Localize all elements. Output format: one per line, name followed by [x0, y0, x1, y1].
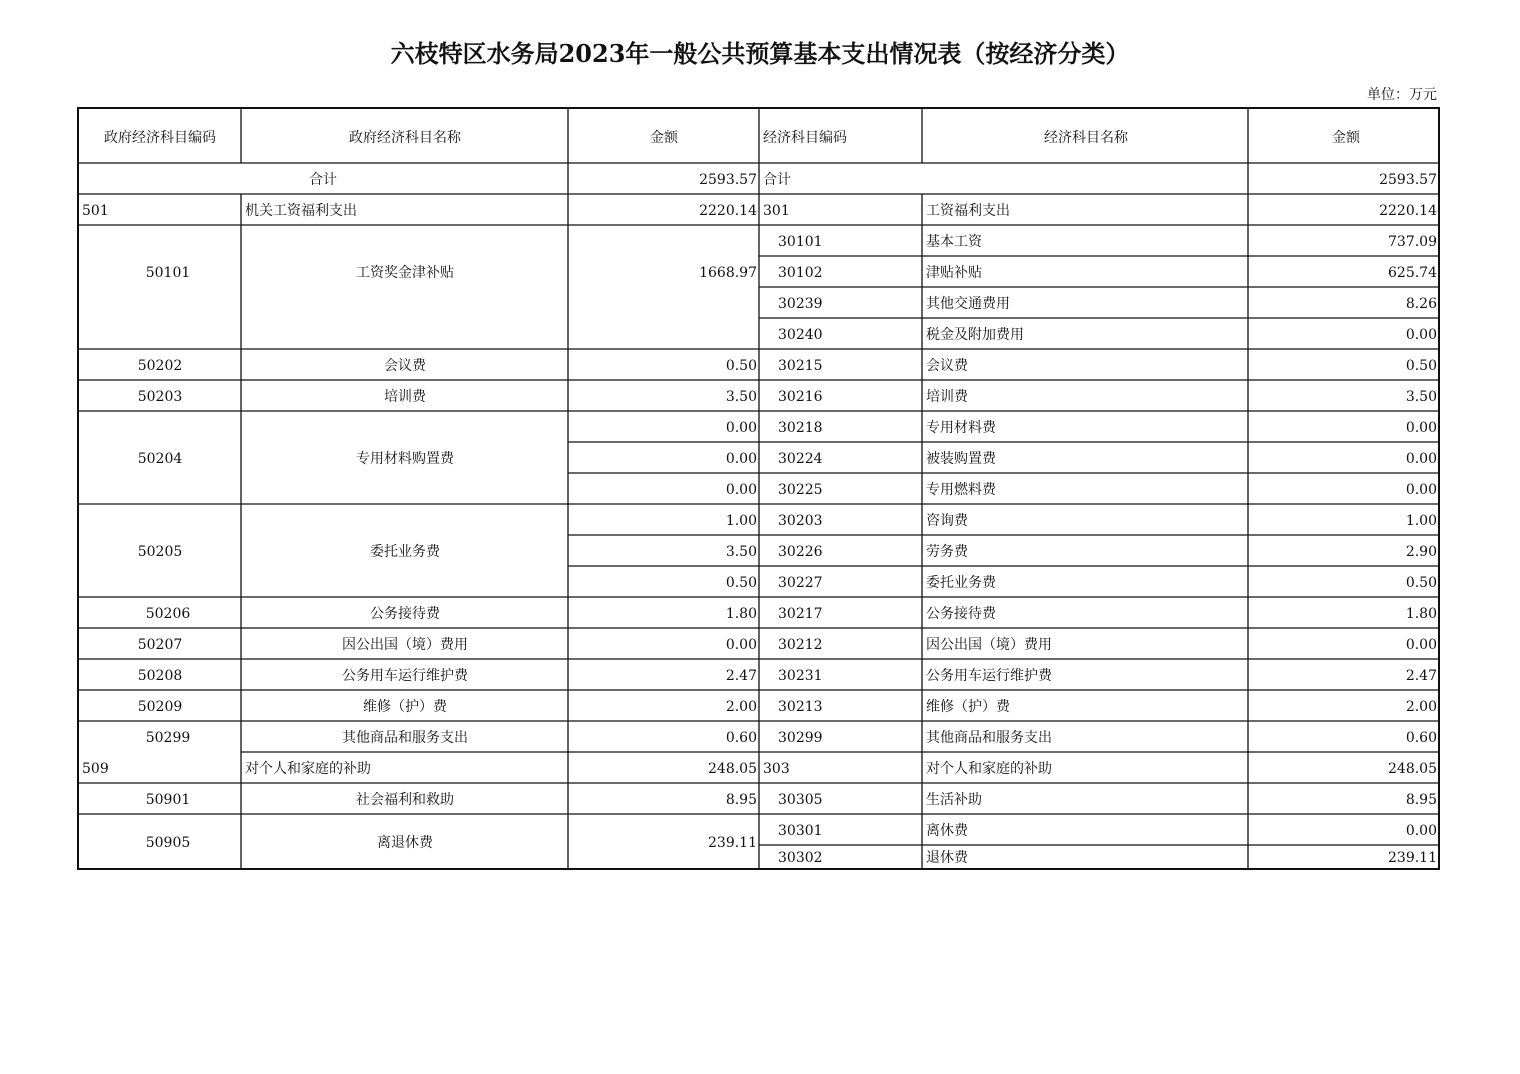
gov-code: 509: [82, 761, 109, 777]
eco-amount: 8.95: [1405, 792, 1437, 808]
eco-amount: 737.09: [1388, 234, 1437, 250]
gov-amount: 1.00: [725, 513, 757, 529]
eco-code: 30215: [778, 358, 823, 374]
eco-amount: 0.50: [1405, 358, 1437, 374]
eco-name: 被装购置费: [926, 451, 996, 467]
gov-amount: 0.00: [725, 482, 757, 498]
gov-amount: 2.47: [725, 668, 757, 684]
eco-amount: 2.00: [1405, 699, 1437, 715]
eco-code: 30231: [778, 668, 823, 684]
gov-code: 50207: [137, 637, 183, 653]
unit-label: 单位：万元: [1367, 87, 1437, 103]
gov-name: 公务接待费: [370, 606, 440, 622]
eco-code: 30224: [778, 451, 823, 467]
gov-amount: 8.95: [725, 792, 757, 808]
eco-amount: 0.00: [1405, 327, 1437, 343]
gov-name: 机关工资福利支出: [245, 203, 357, 219]
total-left-amount: 2593.57: [699, 172, 757, 188]
eco-amount: 2.47: [1405, 668, 1437, 684]
gov-code: 50206: [145, 606, 191, 622]
gov-amount: 0.00: [725, 420, 757, 436]
eco-amount: 8.26: [1405, 296, 1437, 312]
gov-amount: 2.00: [725, 699, 757, 715]
eco-amount: 0.00: [1405, 482, 1437, 498]
eco-name: 会议费: [926, 358, 968, 374]
gov-amount: 0.50: [725, 575, 757, 591]
eco-code: 30226: [778, 544, 823, 560]
gov-name: 因公出国（境）费用: [342, 637, 468, 653]
eco-name: 工资福利支出: [926, 203, 1010, 219]
gov-name: 委托业务费: [370, 544, 440, 560]
gov-name: 维修（护）费: [363, 699, 447, 715]
gov-name: 培训费: [384, 389, 426, 405]
eco-name: 对个人和家庭的补助: [926, 761, 1052, 777]
eco-name: 咨询费: [926, 513, 968, 529]
eco-name: 委托业务费: [926, 575, 996, 591]
eco-code: 30227: [778, 575, 823, 591]
header-gov-amount: 金额: [650, 130, 678, 146]
eco-code: 30217: [778, 606, 823, 622]
header-gov-name: 政府经济科目名称: [349, 130, 461, 146]
gov-name: 会议费: [384, 358, 426, 374]
gov-amount: 1.80: [725, 606, 757, 622]
gov-name: 社会福利和救助: [356, 792, 454, 808]
gov-code: 501: [82, 203, 109, 219]
gov-amount: 3.50: [725, 544, 757, 560]
eco-name: 退休费: [926, 850, 968, 866]
eco-code: 30101: [778, 234, 823, 250]
eco-amount: 0.00: [1405, 451, 1437, 467]
gov-amount: 3.50: [725, 389, 757, 405]
gov-name: 专用材料购置费: [356, 451, 454, 467]
eco-code: 30225: [778, 482, 823, 498]
eco-name: 劳务费: [926, 544, 968, 560]
eco-amount: 625.74: [1388, 265, 1437, 281]
eco-name: 税金及附加费用: [926, 327, 1024, 343]
gov-amount: 2220.14: [699, 203, 757, 219]
eco-amount: 239.11: [1388, 850, 1437, 866]
eco-code: 30218: [778, 420, 823, 436]
eco-name: 专用燃料费: [926, 482, 996, 498]
eco-name: 其他商品和服务支出: [926, 730, 1052, 746]
gov-amount: 0.00: [725, 451, 757, 467]
header-eco-amount: 金额: [1332, 130, 1360, 146]
gov-amount: 0.60: [725, 730, 757, 746]
eco-name: 生活补助: [926, 792, 982, 808]
gov-code: 50299: [145, 730, 191, 746]
eco-amount: 1.80: [1405, 606, 1437, 622]
eco-amount: 0.50: [1405, 575, 1437, 591]
gov-code: 50204: [137, 451, 183, 467]
gov-code: 50202: [137, 358, 183, 374]
eco-code: 301: [763, 203, 790, 219]
eco-code: 30102: [778, 265, 823, 281]
header-eco-name: 经济科目名称: [1044, 130, 1128, 146]
eco-amount: 1.00: [1405, 513, 1437, 529]
gov-name: 公务用车运行维护费: [342, 668, 468, 684]
gov-code: 50209: [137, 699, 183, 715]
eco-amount: 248.05: [1388, 761, 1437, 777]
eco-code: 30212: [778, 637, 823, 653]
eco-amount: 3.50: [1405, 389, 1437, 405]
eco-code: 30239: [778, 296, 823, 312]
eco-code: 30305: [778, 792, 823, 808]
gov-code: 50901: [145, 792, 191, 808]
eco-code: 30240: [778, 327, 823, 343]
header-eco-code: 经济科目编码: [763, 130, 847, 146]
eco-name: 维修（护）费: [926, 699, 1010, 715]
eco-name: 培训费: [926, 389, 968, 405]
eco-code: 30213: [778, 699, 823, 715]
eco-name: 公务用车运行维护费: [926, 668, 1052, 684]
eco-name: 因公出国（境）费用: [926, 637, 1052, 653]
eco-name: 公务接待费: [926, 606, 996, 622]
eco-name: 基本工资: [926, 234, 982, 250]
total-right-label: 合计: [763, 172, 791, 188]
eco-amount: 2220.14: [1379, 203, 1437, 219]
gov-amount: 0.00: [725, 637, 757, 653]
eco-code: 30216: [778, 389, 823, 405]
gov-amount: 0.50: [725, 358, 757, 374]
eco-amount: 0.00: [1405, 823, 1437, 839]
eco-code: 30301: [778, 823, 823, 839]
gov-amount: 1668.97: [699, 265, 757, 281]
eco-name: 津贴补贴: [926, 265, 982, 281]
gov-code: 50203: [137, 389, 183, 405]
eco-amount: 0.00: [1405, 420, 1437, 436]
document-title: 六枝特区水务局2023年一般公共预算基本支出情况表（按经济分类）: [390, 39, 1130, 68]
gov-name: 对个人和家庭的补助: [245, 761, 371, 777]
eco-name: 专用材料费: [926, 420, 996, 436]
gov-code: 50205: [137, 544, 183, 560]
eco-amount: 2.90: [1405, 544, 1437, 560]
eco-name: 其他交通费用: [926, 296, 1010, 312]
gov-code: 50101: [145, 265, 191, 281]
gov-code: 50905: [145, 835, 191, 851]
header-gov-code: 政府经济科目编码: [104, 130, 216, 146]
eco-code: 30299: [778, 730, 823, 746]
eco-name: 离休费: [926, 823, 968, 839]
eco-code: 303: [763, 761, 790, 777]
eco-code: 30302: [778, 850, 823, 866]
eco-amount: 0.00: [1405, 637, 1437, 653]
eco-code: 30203: [778, 513, 823, 529]
gov-name: 离退休费: [377, 835, 433, 851]
total-right-amount: 2593.57: [1379, 172, 1437, 188]
eco-amount: 0.60: [1405, 730, 1437, 746]
total-left-label: 合计: [309, 172, 337, 188]
gov-amount: 248.05: [708, 761, 757, 777]
gov-name: 其他商品和服务支出: [342, 730, 468, 746]
gov-amount: 239.11: [708, 835, 757, 851]
gov-name: 工资奖金津补贴: [356, 265, 454, 281]
gov-code: 50208: [137, 668, 183, 684]
